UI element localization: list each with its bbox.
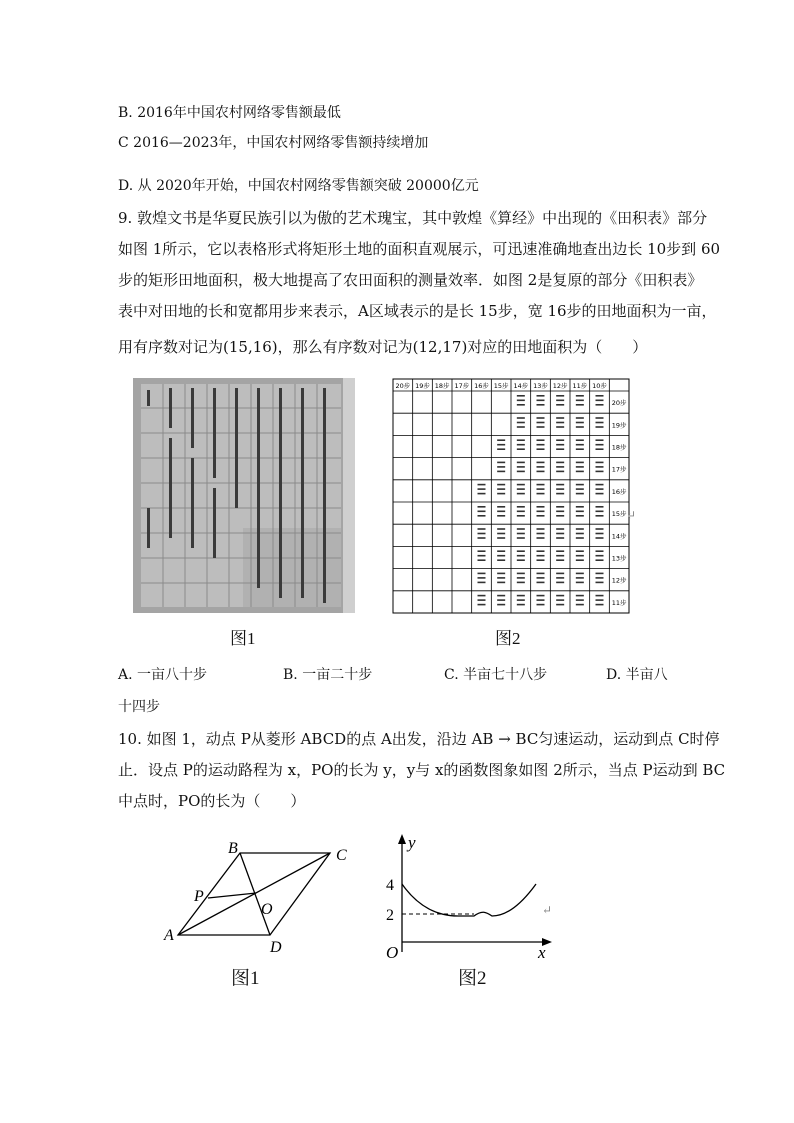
table-glyph	[556, 466, 564, 468]
table-glyph	[497, 511, 505, 513]
table-glyph	[596, 577, 604, 579]
table-glyph	[596, 493, 604, 495]
return-mark: ↵	[626, 508, 637, 522]
table-row-label: 15步	[611, 510, 627, 519]
table-glyph	[517, 559, 525, 561]
table-glyph	[517, 466, 525, 468]
q8-option-c: C 2016—2023年，中国农村网络零售额持续增加	[118, 135, 429, 151]
q10-line-3: 中点时，PO的长为（ ）	[118, 792, 306, 810]
q9-line-5: 用有序数对记为(15,16)，那么有序数对记为(12,17)对应的田地面积为（ ）	[118, 338, 648, 356]
table-glyph	[596, 550, 604, 552]
q10-line-1: 10. 如图 1，动点 P从菱形 ABCD的点 A出发，沿边 AB → BC匀速运动，运动到点 C时停	[118, 730, 720, 748]
table-row-label: 18步	[611, 443, 627, 452]
table-row-label: 19步	[611, 421, 627, 430]
table-glyph	[478, 506, 486, 508]
table-glyph	[576, 528, 584, 530]
table-glyph	[517, 462, 525, 464]
table-glyph	[478, 577, 486, 579]
table-glyph	[576, 604, 584, 606]
table-glyph	[576, 439, 584, 441]
q9-option-c: C. 半亩七十八步	[444, 667, 548, 683]
table-glyph	[517, 448, 525, 450]
return-mark-2: ↵	[542, 903, 553, 917]
function-graph	[378, 832, 558, 966]
table-glyph	[556, 533, 564, 535]
table-glyph	[537, 484, 545, 486]
table-glyph	[596, 484, 604, 486]
table-glyph	[576, 488, 584, 490]
table-glyph	[596, 573, 604, 575]
table-glyph	[497, 582, 505, 584]
table-row-label: 20步	[611, 399, 627, 408]
table-glyph	[576, 533, 584, 535]
table-glyph	[596, 595, 604, 597]
table-glyph	[497, 488, 505, 490]
table-header-cell: 17步	[454, 382, 470, 390]
q10-fig1-caption: 图1	[231, 968, 260, 989]
q9-option-b: B. 一亩二十步	[283, 667, 373, 683]
table-glyph	[576, 573, 584, 575]
table-glyph	[537, 395, 545, 397]
table-glyph	[576, 426, 584, 428]
table-glyph	[556, 604, 564, 606]
table-glyph	[556, 537, 564, 539]
table-glyph	[517, 582, 525, 584]
table-glyph	[497, 577, 505, 579]
table-glyph	[537, 511, 545, 513]
table-glyph	[537, 448, 545, 450]
table-glyph	[517, 422, 525, 424]
table-header-cell: 19步	[415, 382, 430, 390]
table-glyph	[497, 555, 505, 557]
table-glyph	[537, 488, 545, 490]
table-glyph	[556, 426, 564, 428]
table-glyph	[517, 595, 525, 597]
table-glyph	[556, 484, 564, 486]
table-glyph	[537, 506, 545, 508]
table-glyph	[537, 550, 545, 552]
table-glyph	[497, 506, 505, 508]
table-glyph	[537, 417, 545, 419]
table-glyph	[497, 573, 505, 575]
table-glyph	[556, 506, 564, 508]
table-glyph	[576, 448, 584, 450]
table-glyph	[537, 573, 545, 575]
table-row-label: 17步	[611, 465, 627, 474]
table-glyph	[537, 537, 545, 539]
table-glyph	[517, 471, 525, 473]
table-glyph	[537, 404, 545, 406]
table-glyph	[576, 595, 584, 597]
table-glyph	[537, 426, 545, 428]
table-header-cell: 16步	[474, 382, 489, 390]
table-glyph	[517, 488, 525, 490]
table-glyph	[517, 404, 525, 406]
table-glyph	[517, 599, 525, 601]
table-glyph	[556, 599, 564, 601]
y-axis-label: y	[408, 833, 416, 852]
table-glyph	[537, 582, 545, 584]
table-glyph	[537, 422, 545, 424]
table-glyph	[556, 417, 564, 419]
table-glyph	[497, 528, 505, 530]
table-glyph	[556, 488, 564, 490]
table-glyph	[497, 515, 505, 517]
table-glyph	[556, 595, 564, 597]
table-glyph	[596, 422, 604, 424]
table-glyph	[596, 515, 604, 517]
table-glyph	[596, 604, 604, 606]
table-glyph	[537, 515, 545, 517]
table-glyph	[478, 595, 486, 597]
y-value-4: 4	[386, 877, 394, 894]
table-row-label: 13步	[611, 554, 627, 563]
table-glyph	[596, 404, 604, 406]
vertex-b-label: B	[228, 840, 238, 857]
table-glyph	[497, 550, 505, 552]
table-header-cell: 12步	[552, 382, 568, 390]
table-glyph	[556, 573, 564, 575]
table-glyph	[478, 515, 486, 517]
table-glyph	[556, 444, 564, 446]
table-glyph	[596, 400, 604, 402]
table-glyph	[478, 582, 486, 584]
table-glyph	[537, 599, 545, 601]
table-glyph	[596, 466, 604, 468]
table-glyph	[556, 448, 564, 450]
table-glyph	[596, 506, 604, 508]
origin-label: O	[386, 943, 399, 962]
table-glyph	[497, 537, 505, 539]
q9-option-d-continued: 十四步	[118, 699, 160, 715]
table-glyph	[576, 466, 584, 468]
q10-line-2: 止．设点 P的运动路程为 x，PO的长为 y，y与 x的函数图象如图 2所示，当点 P运动到 BC	[118, 761, 726, 779]
table-glyph	[537, 439, 545, 441]
table-glyph	[478, 484, 486, 486]
table-glyph	[596, 555, 604, 557]
q8-option-d: D. 从 2020年开始，中国农村网络零售额突破 20000亿元	[118, 178, 479, 194]
table-glyph	[596, 559, 604, 561]
table-glyph	[576, 417, 584, 419]
table-glyph	[517, 533, 525, 535]
point-p-label: P	[194, 888, 204, 905]
table-glyph	[497, 493, 505, 495]
table-glyph	[576, 400, 584, 402]
table-glyph	[556, 471, 564, 473]
table-glyph	[576, 550, 584, 552]
table-glyph	[497, 448, 505, 450]
table-header-cell: 13步	[533, 382, 548, 390]
table-glyph	[537, 577, 545, 579]
table-glyph	[576, 422, 584, 424]
table-glyph	[537, 555, 545, 557]
table-glyph	[596, 582, 604, 584]
vertex-c-label: C	[336, 847, 347, 864]
table-glyph	[596, 462, 604, 464]
table-glyph	[576, 506, 584, 508]
table-glyph	[576, 484, 584, 486]
table-glyph	[517, 573, 525, 575]
table-glyph	[497, 471, 505, 473]
table-glyph	[517, 395, 525, 397]
table-glyph	[537, 595, 545, 597]
table-glyph	[517, 511, 525, 513]
table-glyph	[596, 511, 604, 513]
table-glyph	[556, 422, 564, 424]
table-glyph	[517, 604, 525, 606]
table-glyph	[556, 462, 564, 464]
table-glyph	[596, 448, 604, 450]
table-glyph	[556, 559, 564, 561]
table-glyph	[576, 555, 584, 557]
table-glyph	[576, 444, 584, 446]
q10-fig2-caption: 图2	[458, 968, 487, 989]
table-glyph	[576, 395, 584, 397]
table-glyph	[517, 417, 525, 419]
table-glyph	[497, 466, 505, 468]
table-glyph	[497, 604, 505, 606]
table-glyph	[537, 400, 545, 402]
table-glyph	[478, 555, 486, 557]
table-glyph	[596, 426, 604, 428]
table-glyph	[478, 488, 486, 490]
table-glyph	[478, 493, 486, 495]
table-row-label: 12步	[611, 576, 627, 585]
q8-option-b: B. 2016年中国农村网络零售额最低	[118, 105, 341, 121]
field-area-table	[392, 378, 630, 618]
table-glyph	[556, 404, 564, 406]
table-glyph	[517, 493, 525, 495]
table-glyph	[517, 550, 525, 552]
table-glyph	[497, 599, 505, 601]
table-glyph	[537, 533, 545, 535]
table-header-cell: 14步	[513, 382, 529, 390]
q9-line-4: 表中对田地的长和宽都用步来表示，A区域表示的是长 15步，宽 16步的田地面积为一亩，	[118, 302, 717, 320]
q9-option-d: D. 半亩八	[606, 667, 668, 683]
table-glyph	[596, 599, 604, 601]
table-glyph	[556, 582, 564, 584]
manuscript-photo	[133, 378, 355, 613]
table-glyph	[497, 559, 505, 561]
table-glyph	[517, 444, 525, 446]
table-glyph	[556, 577, 564, 579]
table-header-cell: 20步	[395, 382, 411, 390]
field-area-table-svg	[392, 378, 630, 614]
table-glyph	[497, 439, 505, 441]
table-glyph	[576, 462, 584, 464]
table-glyph	[556, 550, 564, 552]
rhombus-figure	[158, 838, 358, 962]
table-glyph	[497, 444, 505, 446]
table-header-cell: 11步	[572, 382, 588, 390]
table-glyph	[478, 604, 486, 606]
table-glyph	[556, 493, 564, 495]
table-glyph	[576, 559, 584, 561]
table-glyph	[497, 462, 505, 464]
table-glyph	[517, 400, 525, 402]
rhombus-svg	[158, 838, 358, 958]
table-glyph	[478, 533, 486, 535]
table-glyph	[576, 493, 584, 495]
table-glyph	[517, 528, 525, 530]
table-glyph	[478, 573, 486, 575]
table-glyph	[478, 559, 486, 561]
table-glyph	[576, 577, 584, 579]
table-glyph	[478, 511, 486, 513]
x-axis-label: x	[538, 943, 546, 962]
table-glyph	[596, 537, 604, 539]
table-glyph	[596, 471, 604, 473]
table-row-label: 11步	[611, 598, 627, 607]
q9-line-2: 如图 1所示，它以表格形式将矩形土地的面积直观展示，可迅速准确地查出边长 10步到 60	[118, 240, 721, 258]
table-glyph	[497, 595, 505, 597]
table-glyph	[576, 515, 584, 517]
table-glyph	[576, 537, 584, 539]
table-glyph	[596, 417, 604, 419]
q9-line-1: 9. 敦煌文书是华夏民族引以为傲的艺术瑰宝，其中敦煌《算经》中出现的《田积表》部分	[118, 209, 708, 227]
q9-line-3: 步的矩形田地面积，极大地提高了农田面积的测量效率．如图 2是复原的部分《田积表》	[118, 271, 703, 289]
table-glyph	[596, 395, 604, 397]
table-glyph	[576, 599, 584, 601]
table-glyph	[537, 604, 545, 606]
table-glyph	[596, 488, 604, 490]
table-glyph	[576, 471, 584, 473]
y-value-2: 2	[386, 907, 394, 924]
table-glyph	[576, 404, 584, 406]
table-glyph	[478, 599, 486, 601]
center-o-label: O	[261, 901, 273, 918]
table-row-label: 14步	[611, 532, 627, 541]
table-glyph	[596, 533, 604, 535]
table-glyph	[537, 559, 545, 561]
table-glyph	[537, 462, 545, 464]
table-glyph	[556, 528, 564, 530]
table-glyph	[596, 528, 604, 530]
table-glyph	[497, 484, 505, 486]
table-glyph	[596, 444, 604, 446]
table-header-cell: 10步	[592, 382, 607, 390]
table-glyph	[517, 577, 525, 579]
q9-fig2-caption: 图2	[495, 629, 521, 648]
function-graph-svg	[378, 832, 558, 962]
table-glyph	[517, 555, 525, 557]
table-glyph	[556, 511, 564, 513]
table-glyph	[556, 439, 564, 441]
table-glyph	[576, 511, 584, 513]
table-header-cell: 18步	[434, 382, 450, 390]
table-glyph	[478, 550, 486, 552]
table-glyph	[596, 439, 604, 441]
table-glyph	[537, 493, 545, 495]
table-glyph	[517, 515, 525, 517]
table-glyph	[478, 537, 486, 539]
table-glyph	[556, 395, 564, 397]
vertex-a-label: A	[164, 927, 174, 944]
q9-option-a: A. 一亩八十步	[118, 667, 208, 683]
table-glyph	[537, 471, 545, 473]
table-row-label: 16步	[611, 487, 627, 496]
table-glyph	[517, 506, 525, 508]
table-glyph	[556, 555, 564, 557]
table-glyph	[537, 444, 545, 446]
table-header-cell: 15步	[493, 382, 509, 390]
table-glyph	[497, 533, 505, 535]
q9-fig1-caption: 图1	[230, 629, 256, 648]
table-glyph	[556, 400, 564, 402]
table-glyph	[537, 466, 545, 468]
manuscript-photo-svg	[133, 378, 355, 613]
table-glyph	[576, 582, 584, 584]
table-glyph	[517, 426, 525, 428]
table-glyph	[517, 484, 525, 486]
table-glyph	[478, 528, 486, 530]
table-glyph	[517, 439, 525, 441]
table-glyph	[537, 528, 545, 530]
table-glyph	[517, 537, 525, 539]
table-glyph	[556, 515, 564, 517]
vertex-d-label: D	[270, 939, 282, 956]
